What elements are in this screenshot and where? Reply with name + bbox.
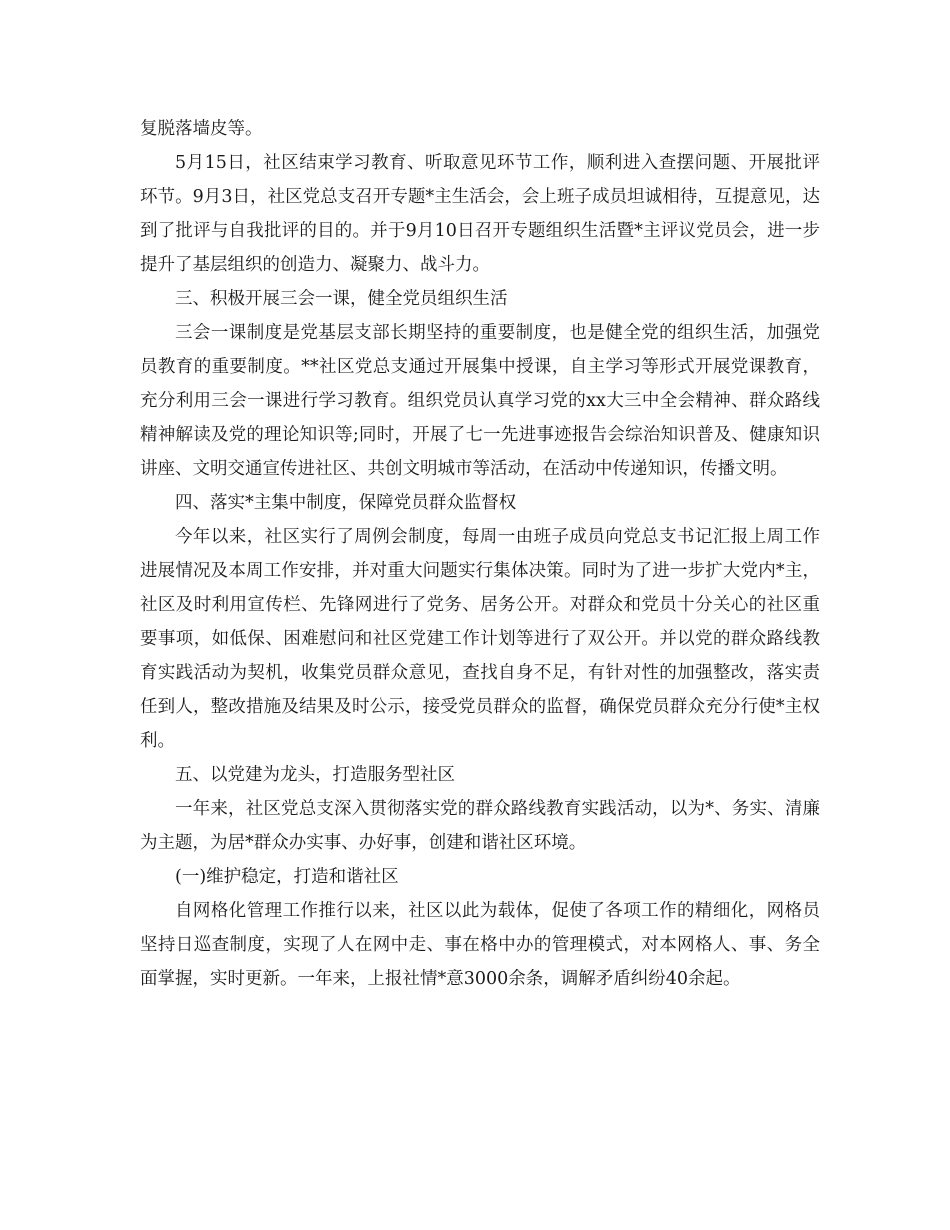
- section-heading-five: 五、以党建为龙头，打造服务型社区: [175, 765, 455, 785]
- paragraph-service-community: 一年来，社区党总支深入贯彻落实党的群众路线教育实践活动，以为*、务实、清廉为主题，为居*群众办实事、办好事，创建和谐社区环境。: [140, 799, 820, 853]
- document-page: [140, 112, 820, 996]
- paragraph-weekly-meeting: 今年以来，社区实行了周例会制度，每周一由班子成员向党总支书记汇报上周工作进展情况及本周工作安排，并对重大问题实行集体决策。同时为了进一步扩大党内*主，社区及时利用宣传栏、先锋网进行了党务、居务公开。对群众和党员十分关心的社区重要事项，如低保、困难慰问和社区党建工作计划等进行了双公开。并以党的群众路线教育实践活动为契机，收集党员群众意见，查找自身不足，有针对性的加强整改，落实责任到人，整改措施及结果及时公示，接受党员群众的监督，确保党员群众充分行使*主权利。: [140, 527, 820, 751]
- paragraph-grid-management: 自网格化管理工作推行以来，社区以此为载体，促使了各项工作的精细化，网格员坚持日巡查制度，实现了人在网中走、事在格中办的管理模式，对本网格人、事、务全面掌握，实时更新。一年来，上报社情*意3000余条，调解矛盾纠纷40余起。: [140, 901, 820, 989]
- section-heading-four: 四、落实*主集中制度，保障党员群众监督权: [175, 493, 517, 513]
- paragraph-continued: 复脱落墙皮等。: [140, 119, 263, 139]
- paragraph-three-meetings: 三会一课制度是党基层支部长期坚持的重要制度，也是健全党的组织生活，加强党员教育的重要制度。**社区党总支通过开展集中授课，自主学习等形式开展党课教育，充分利用三会一课进行学习教育。组织党员认真学习党的xx大三中全会精神、群众路线精神解读及党的理论知识等;同时，开展了七一先进事迹报告会综治知识普及、健康知识讲座、文明交通宣传进社区、共创文明城市等活动，在活动中传递知识，传播文明。: [140, 323, 820, 479]
- section-heading-three: 三、积极开展三会一课，健全党员组织生活: [175, 289, 508, 309]
- paragraph-review-phase: 5月15日，社区结束学习教育、听取意见环节工作，顺利进入查摆问题、开展批评环节。9月3日，社区党总支召开专题*主生活会，会上班子成员坦诚相待，互提意见，达到了批评与自我批评的目的。并于9月10日召开专题组织生活暨*主评议党员会，进一步提升了基层组织的创造力、凝聚力、战斗力。: [140, 153, 820, 275]
- subsection-heading-one: (一)维护稳定，打造和谐社区: [175, 867, 399, 887]
